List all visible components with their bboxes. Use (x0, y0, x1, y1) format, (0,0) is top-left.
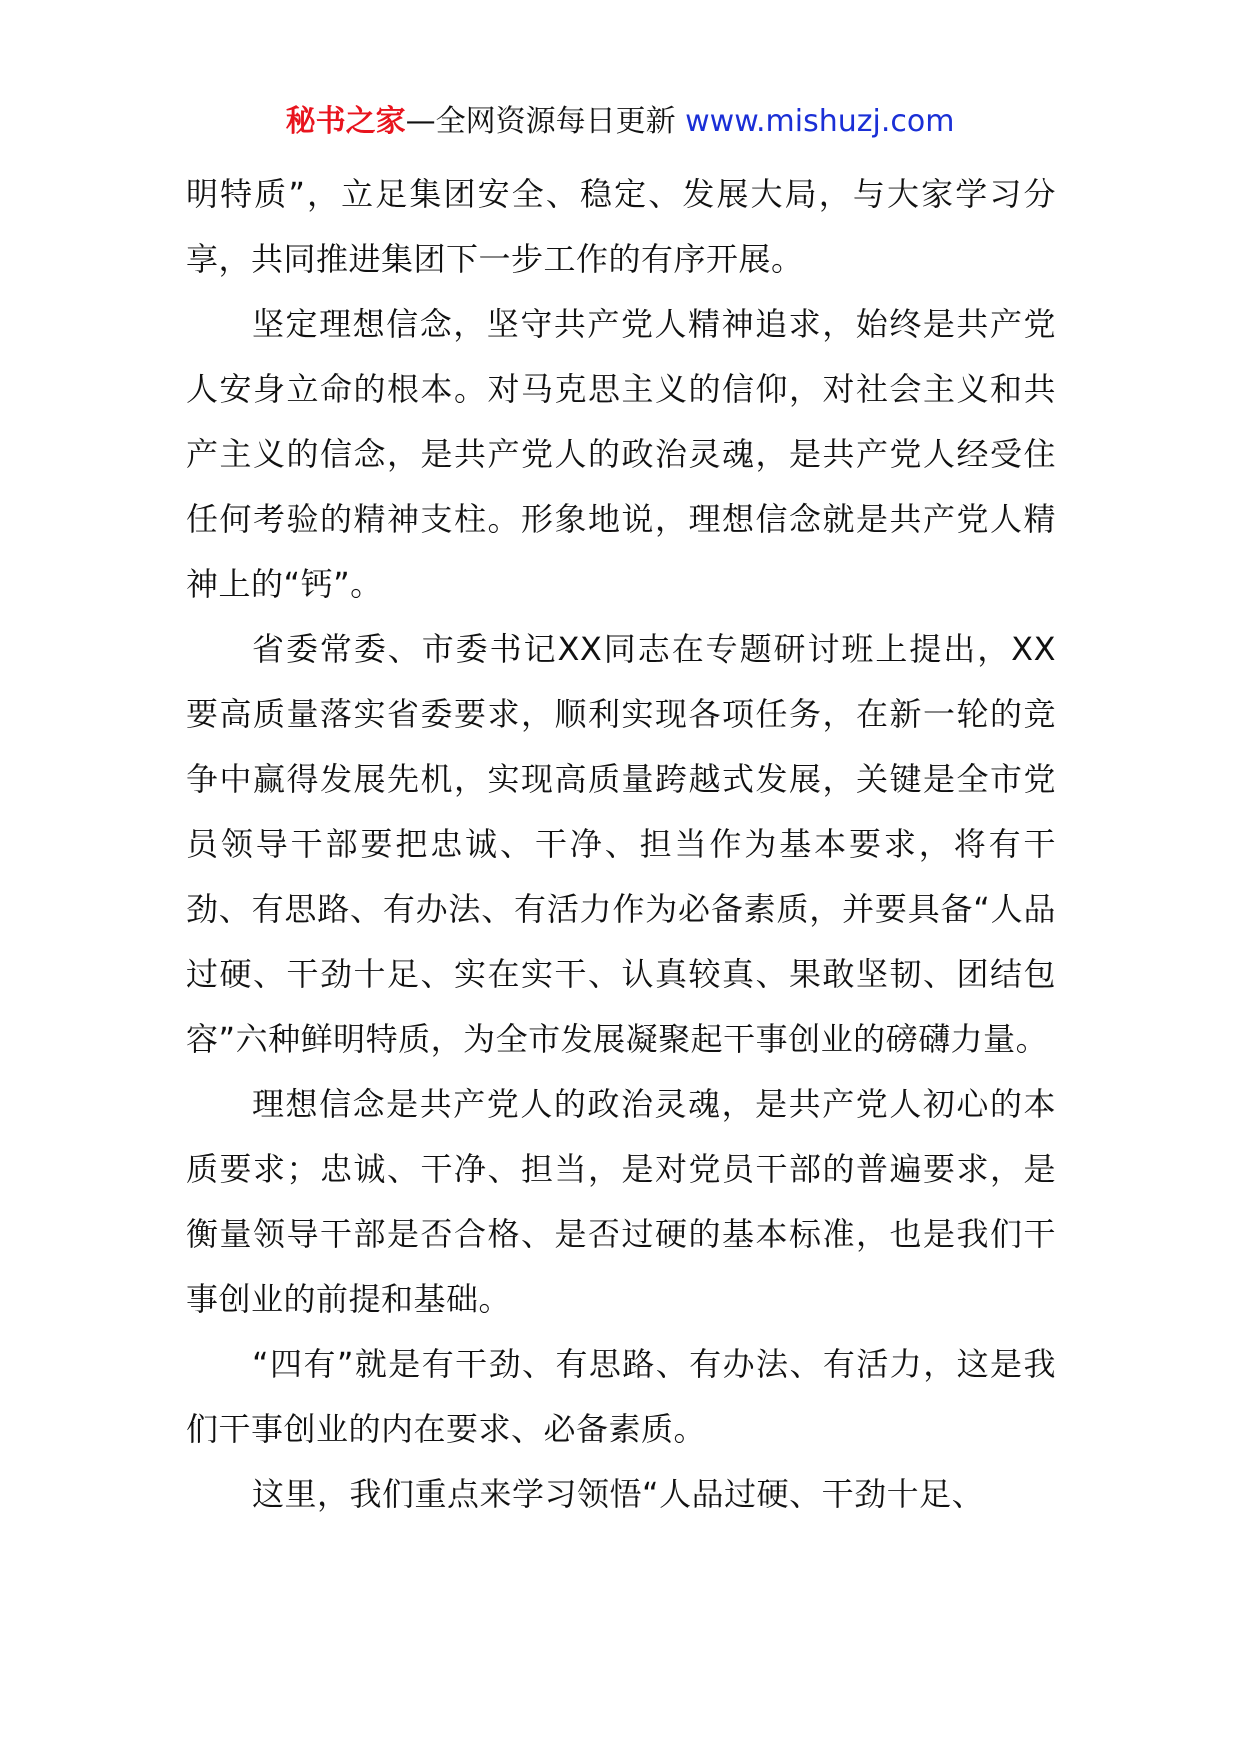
paragraph-secretary-remarks: 省委常委、市委书记XX同志在专题研讨班上提出，XX要高质量落实省委要求，顺利实现各项任务，在新一轮的竞争中赢得发展先机，实现高质量跨越式发展，关键是全市党员领导干部要把忠诚、干净、担当作为基本要求，将有干劲、有思路、有办法、有活力作为必备素质，并要具备“人品过硬、干劲十足、实在实干、认真较真、果敢坚韧、团结包容”六种鲜明特质，为全市发展凝聚起干事创业的磅礴力量。 (186, 630, 1056, 1058)
document-body (186, 162, 1056, 1527)
website-link[interactable]: www.mishuzj.com (685, 104, 955, 139)
paragraph-continuation: 明特质”，立足集团安全、稳定、发展大局，与大家学习分享，共同推进集团下一步工作的有序开展。 (186, 175, 1056, 278)
paragraph-four-haves: “四有”就是有干劲、有思路、有办法、有活力，这是我们干事创业的内在要求、必备素质。 (186, 1345, 1056, 1448)
paragraph-focus: 这里，我们重点来学习领悟“人品过硬、干劲十足、 (252, 1475, 985, 1513)
paragraph-political-soul: 理想信念是共产党人的政治灵魂，是共产党人初心的本质要求；忠诚、干净、担当，是对党员干部的普遍要求，是衡量领导干部是否合格、是否过硬的基本标准，也是我们干事创业的前提和基础。 (186, 1085, 1056, 1318)
brand-name: 秘书之家 (285, 104, 406, 139)
page-header (0, 100, 1240, 144)
paragraph-ideals-beliefs: 坚定理想信念，坚守共产党人精神追求，始终是共产党人安身立命的根本。对马克思主义的信仰，对社会主义和共产主义的信念，是共产党人的政治灵魂，是共产党人经受住任何考验的精神支柱。形象地说，理想信念就是共产党人精神上的“钙”。 (186, 305, 1056, 603)
header-slogan: —全网资源每日更新 (405, 104, 676, 139)
